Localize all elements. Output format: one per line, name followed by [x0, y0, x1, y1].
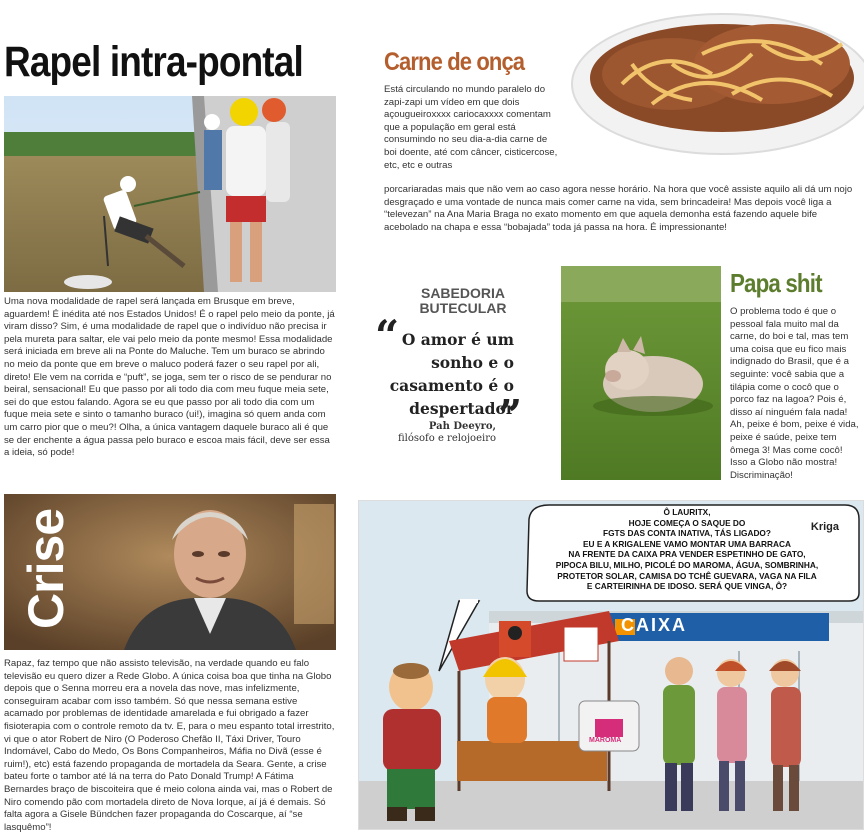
- papa-shit-article-text: O problema todo é que o pessoal fala muito mal da carne, do boi e tal, mas tem uma coisa que eu fico mais indignado do Brasil, que é a seguinte: você sabia que a tilápia come o cocô que o porco faz na lagoa? Pois é, disso aí ninguém fala nada! Ah, peixe é bom, peixe é vida, peixe é saúde, peixe tem ômega 3! Mas come cocô! Isso a Globo não mostra! Discriminação!: [730, 306, 859, 481]
- quote-author-name: Pah Deeyro,: [428, 421, 496, 432]
- balloon-line: PIPOCA BILU, MILHO, PICOLÉ DO MAROMA, ÁGUA, SOMBRINHA,: [555, 559, 819, 570]
- balloon-line: EU E A KRIGALENE VAMO MONTAR UMA BARRACA: [582, 538, 792, 549]
- kriga-cartoon: [358, 500, 864, 830]
- balloon-line: FGTS DAS CONTA INATIVA, TÁS LIGADO?: [603, 528, 771, 539]
- cart-label: MAROMA: [589, 737, 622, 744]
- balloon-line: HOJE COMEÇA O SAQUE DO: [628, 517, 746, 528]
- balloon-line: E CARTEIRINHA DE IDOSO. SERÁ QUE VINGA, Ô?: [586, 581, 788, 592]
- balloon-line: Ô LAURITX,: [663, 507, 711, 517]
- sabedoria-label-line2: BUTECULAR: [419, 300, 507, 316]
- carne-article-text-continued: porcariaradas mais que não vem ao caso agora nesse horário. Na hora que você assiste aquilo ali dá um nojo desgraçado e uma vontade de nunca mais comer carne na vida, sem brincadeira! Mas depois você liga a “televezan” na Ana Maria Braga no exato momento em que aquela demonha está fazendo aquele bife acebolado na chapa e essa “bobajada” toda já passa na hora. É impressionante!: [384, 184, 853, 233]
- rapel-headline: Rapel intra-pontal: [4, 38, 303, 86]
- sabedoria-label-line1: SABEDORIA: [420, 285, 505, 301]
- crise-article-text: Rapaz, faz tempo que não assisto televisão, na verdade quando eu falo televisão eu quero dizer a Rede Globo. A única coisa boa que tinha na Globo depois que o Senna morreu era a novela das nove, mas infelizmente, conseguiram acabar com isso também. Só que nessa semana estive acamado por problemas de identidade amarelada e fui obrigado a fazer fisioterapia com o controle remoto da tv. E, para o meu espanto total irrestrito, vi que o ator Robert de Niro (O Poderoso Chefão II, Táxi Driver, Touro Indomável, Cabo do Medo, Os Bons Companheiros, Máfia no Divã (esse é ruim!), etc) está fazendo propaganda de mortadela da Seara. Gente, a crise bateu forte o tambor até lá na terra do Pato Donald Trump! A Fátima Bernardes braço de biscoiteira que é meio colona ainda vai, mas o Robert de Niro comendo pão com mortadela direto de Nova Iorque, aí já é demais. Só falta agora a Gisele Bündchen fazer propaganda do Coscarque, aí “se lasquêmo”!: [4, 658, 335, 833]
- crise-headline: Crise: [18, 508, 74, 629]
- speech-balloon-text: [537, 507, 837, 592]
- sabedoria-quote: O amor é um sonho e o casamento é o despertador: [389, 330, 514, 418]
- sabedoria-label: [378, 286, 548, 316]
- pig-in-lagoon-photo: [561, 266, 721, 480]
- open-quote-mark: “: [375, 311, 400, 360]
- caixa-sign: CAIXA: [621, 615, 688, 635]
- quote-author: [384, 421, 496, 445]
- balloon-line: NA FRENTE DA CAIXA PRA VENDER ESPETINHO DE GATO,: [568, 549, 806, 560]
- close-quote-mark: ”: [498, 391, 523, 440]
- quote-author-role: filósofo e relojoeiro: [398, 433, 496, 444]
- rappelling-bridge-photo: [4, 96, 336, 292]
- cartoon-credit: Kriga: [810, 521, 839, 533]
- carne-article-text-column: Está circulando no mundo paralelo do zapi-zapi um vídeo em que dois açougueiroxxxx cariocaxxxx comentam que a população em geral está consumindo no seu dia-a-dia carne de boi doente, até com câncer, cisticercose, etc, etc e outras: [384, 84, 558, 171]
- steak-with-onions-photo: [562, 4, 864, 164]
- rapel-article-text: Uma nova modalidade de rapel será lançada em Brusque em breve, aguardem! É inédita até nos Estados Unidos! É o rapel pelo meio da ponte, já viram disso? Sim, é uma modalidade de rapel que o indivíduo não precisa ir pela mureta para saltar, ele vai pelo meio da ponte mesmo! Essa modalidade será iniciada em breve ali na Ponte do Maluche. Tem um buraco se abrindo no meio da ponte que em breve o maluco poderá fazer o seu rapel por ali, direto! Ele vem na corrida e “puft”, se joga, sem ter o risco de se pendurar no beiral, sensacional! Eu que passo por ali todo dia com meu fuque meia sete, sei do que estou falando. Agora se eu que passo por ali todo dia com um fuque meia sete e sinto o tamanho buraco (ui!), imagina só quem anda com um carro pior que o meu?! Olha, a única vantagem daquele buraco ali é que se der enchente a água passa pelo buraco e escoa mais fácil, deve ser essa a ideia, só pode!: [4, 296, 335, 459]
- papa-shit-headline: Papa shit: [730, 268, 822, 298]
- carne-headline: Carne de onça: [384, 48, 525, 76]
- balloon-line: PROTETOR SOLAR, CAMISA DO TCHÊ GUEVARA, VAGA NA FILA: [557, 570, 817, 581]
